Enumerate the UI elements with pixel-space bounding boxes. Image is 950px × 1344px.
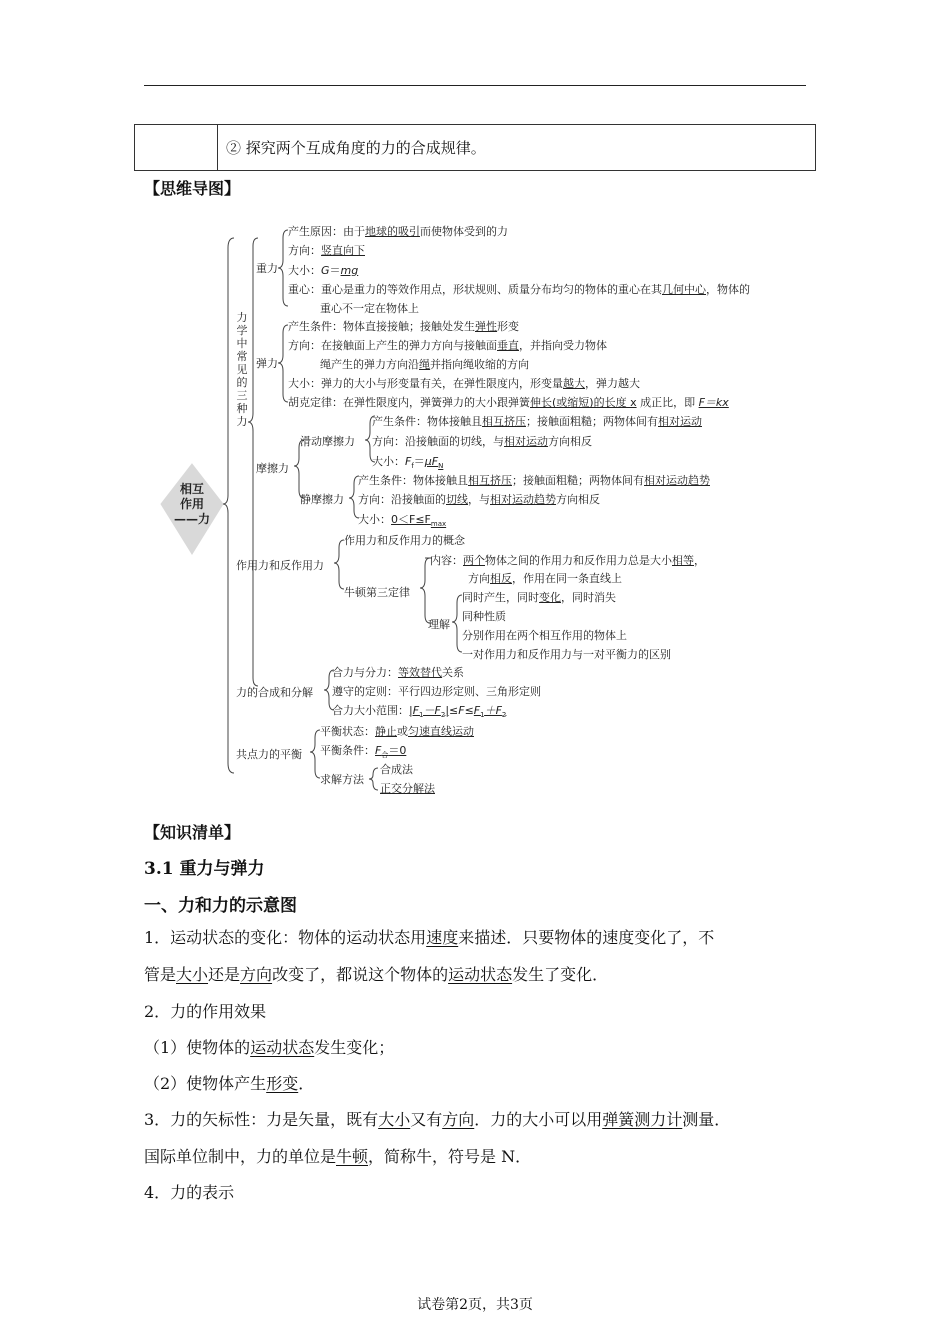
gravity-cause: 产生原因：由于地球的吸引而使物体受到的力 [288,225,508,238]
objective-table [134,124,816,171]
static-friction-label: 静摩擦力 [300,493,344,506]
equilibrium-state: 平衡状态：静止或匀速直线运动 [320,725,474,738]
mindmap-heading: 【思维导图】 [144,179,241,198]
mind-map [160,208,810,808]
composition-label: 力的合成和分解 [236,686,313,699]
page-footer: 试卷第2页，共3页 [417,1297,533,1313]
table-row [135,125,816,171]
hookes-law: 胡克定律：在弹性限度内，弹簧弹力的大小跟弹簧伸长(或缩短)的长度 x 成正比，即 F＝kx [288,396,729,409]
sliding-condition: 产生条件：物体接触且相互挤压；接触面粗糙；两物体间有相对运动 [372,415,702,428]
third-law-direction: 方向相反，作用在同一条直线上 [468,572,622,585]
sliding-direction: 方向：沿接触面的切线，与相对运动方向相反 [372,435,592,448]
method-orthogonal: 正交分解法 [380,782,435,795]
gravity-label: 重力 [256,262,278,275]
sliding-friction-label: 滑动摩擦力 [300,435,355,448]
method-synthesis: 合成法 [380,763,413,776]
understanding-label: 理解 [428,618,450,631]
elastic-label: 弹力 [256,357,278,370]
paragraph-4: 4．力的表示 [144,1183,235,1202]
common-forces-label [236,311,248,428]
paragraph-2a: （1）使物体的运动状态发生变化； [144,1038,395,1057]
elastic-rope-direction: 绳产生的弹力方向沿绳并指向绳收缩的方向 [320,358,529,371]
friction-label: 摩擦力 [256,462,289,475]
static-condition: 产生条件：物体接触且相互挤压；接触面粗糙；两物体间有相对运动趋势 [358,474,710,487]
table-cell-text: ② 探究两个互成角度的力的合成规律。 [218,125,816,171]
header-rule [144,85,806,86]
third-law-content: 内容：两个物体之间的作用力和反作用力总是大小相等， [430,554,705,567]
composition-1: 合力与分力：等效替代关系 [332,666,464,679]
elastic-direction: 方向：在接触面上产生的弹力方向与接触面垂直，并指向受力物体 [288,339,607,352]
gravity-center: 重心：重心是重力的等效作用点，形状规则、质量分布均匀的物体的重心在其几何中心，物体的 [288,283,750,296]
understanding-3: 分别作用在两个相互作用的物体上 [462,629,627,642]
static-magnitude: 大小：$0<F\le F_{max}$ [358,513,447,529]
action-reaction-label: 作用力和反作用力 [236,559,324,572]
mind-map-root: 相互 作用 ——力 [173,482,210,526]
sliding-magnitude: 大小：$F_f=\mu F_N$ [372,455,444,471]
paragraph-3a: 3．力的矢标性：力是矢量，既有大小又有方向．力的大小可以用弹簧测力计测量． [144,1110,731,1129]
gravity-magnitude: 大小：G＝mg [288,264,359,277]
understanding-4: 一对作用力和反作用力与一对平衡力的区别 [462,648,671,661]
paragraph-1a: 1．运动状态的变化：物体的运动状态用速度来描述．只要物体的速度变化了，不 [144,928,715,947]
understanding-2: 同种性质 [462,610,506,623]
section-title: 3.1 重力与弹力 [144,859,265,879]
equilibrium-condition: 平衡条件：$F_合=0$ [320,744,407,760]
composition-3: 合力大小范围：$|F_1-F_2|\le F\le F_1+F_2$ [332,704,507,720]
paragraph-1b: 管是大小还是方向改变了，都说这个物体的运动状态发生了变化． [144,965,609,984]
common-forces-text: 力 学 中 常 见 的 三 种 力 [236,311,248,428]
understanding-1: 同时产生，同时变化，同时消失 [462,591,616,604]
elastic-condition: 产生条件：物体直接接触；接触处发生弹性形变 [288,320,519,333]
knowledge-heading: 【知识清单】 [144,823,241,842]
composition-2: 遵守的定则：平行四边形定则、三角形定则 [332,685,541,698]
paragraph-3b: 国际单位制中，力的单位是牛顿，简称牛，符号是 N． [144,1147,532,1166]
paragraph-2b: （2）使物体产生形变． [144,1074,315,1093]
gravity-center-note: 重心不一定在物体上 [320,302,419,315]
elastic-magnitude: 大小：弹力的大小与形变量有关，在弹性限度内，形变量越大，弹力越大 [288,377,640,390]
solving-method-label: 求解方法 [320,773,364,786]
subsection-title: 一、力和力的示意图 [144,896,297,916]
table-cell-empty [135,125,218,171]
static-direction: 方向：沿接触面的切线，与相对运动趋势方向相反 [358,493,600,506]
gravity-direction: 方向：竖直向下 [288,244,365,257]
action-reaction-concept: 作用力和反作用力的概念 [344,534,465,547]
third-law-label: 牛顿第三定律 [344,586,410,599]
equilibrium-label: 共点力的平衡 [236,748,302,761]
paragraph-2: 2．力的作用效果 [144,1002,267,1021]
